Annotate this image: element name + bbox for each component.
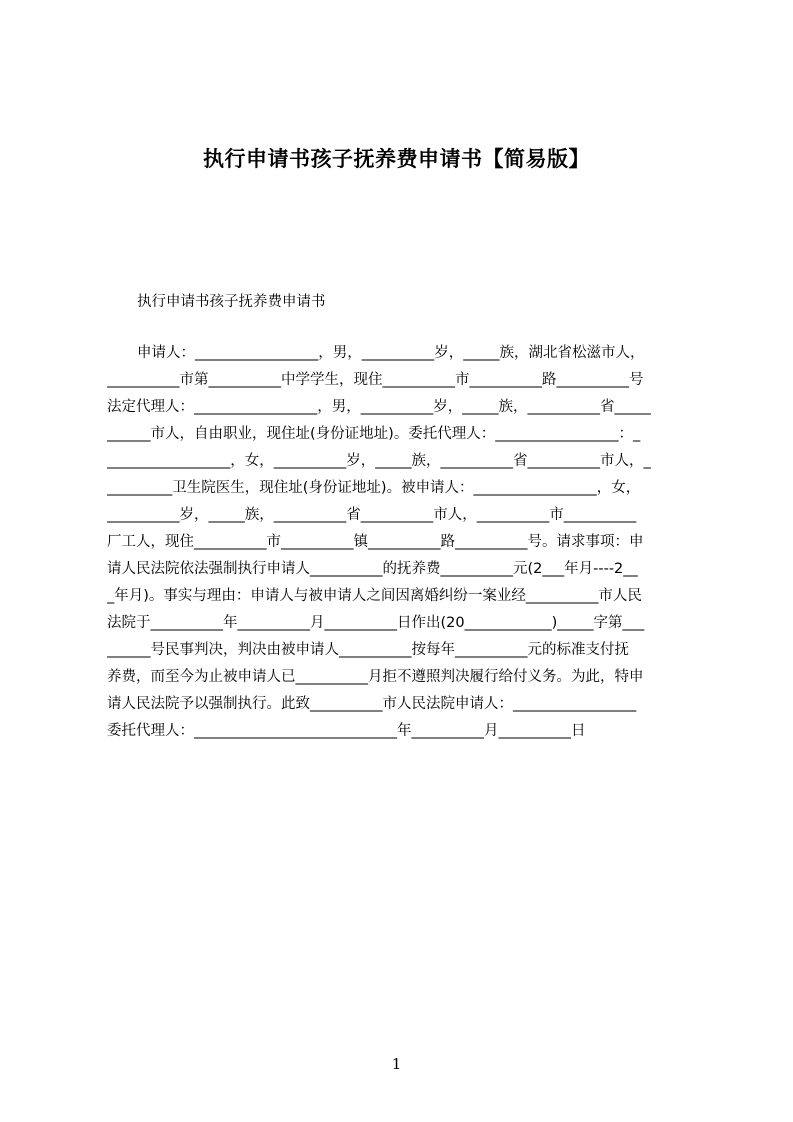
document-subtitle: 执行申请书孩子抚养费申请书 xyxy=(137,294,326,310)
body-line: 养费，而至今为止被申请人已__________月拒不遵照判决履行给付义务。为此，特申 xyxy=(107,669,644,685)
body-line: 请人民法院予以强制执行。此致__________市人民法院申请人：_________________ xyxy=(107,696,637,712)
body-line: _________卫生院医生，现住址(身份证地址)。被申请人：_________________，女， xyxy=(107,480,641,496)
body-line: ______号民事判决，判决由被申请人__________按每年__________元的标准支付抚 xyxy=(107,642,629,658)
body-line: 厂工人，现住__________市__________镇__________路__________号。请求事项：申 xyxy=(107,534,644,550)
document-title: 执行申请书孩子抚养费申请书【简易版】 xyxy=(203,147,590,171)
body-line: _年月)。事实与理由：申请人与被申请人之间因离婚纠纷一案业经__________市人民 xyxy=(107,588,642,604)
body-line: 请人民法院依法强制执行申请人__________的抚养费__________元(2___年月----2__ xyxy=(107,561,638,577)
body-line: 法定代理人：_________________，男，__________岁，_____族，__________省_____ xyxy=(107,399,651,415)
body-line: 法院于__________年__________月__________日作出(20____________)_____字第___ xyxy=(107,615,645,631)
body-line: __________市第__________中学学生，现住__________市__________路__________号 xyxy=(107,372,644,388)
body-line: 委托代理人：____________________________年__________月__________日 xyxy=(107,723,586,739)
body-line: ______市人，自由职业，现住址(身份证地址)。委托代理人：_________________：_ xyxy=(107,426,641,442)
body-line: __________岁，_____族，__________省__________市人，__________市__________ xyxy=(107,507,637,523)
body-line: _________________，女，__________岁，_____族，__________省__________市人，_ xyxy=(107,453,651,469)
page-number: 1 xyxy=(391,1055,402,1073)
body-line: 申请人：_________________，男，__________岁，_____族，湖北省松滋市人， xyxy=(137,345,645,361)
